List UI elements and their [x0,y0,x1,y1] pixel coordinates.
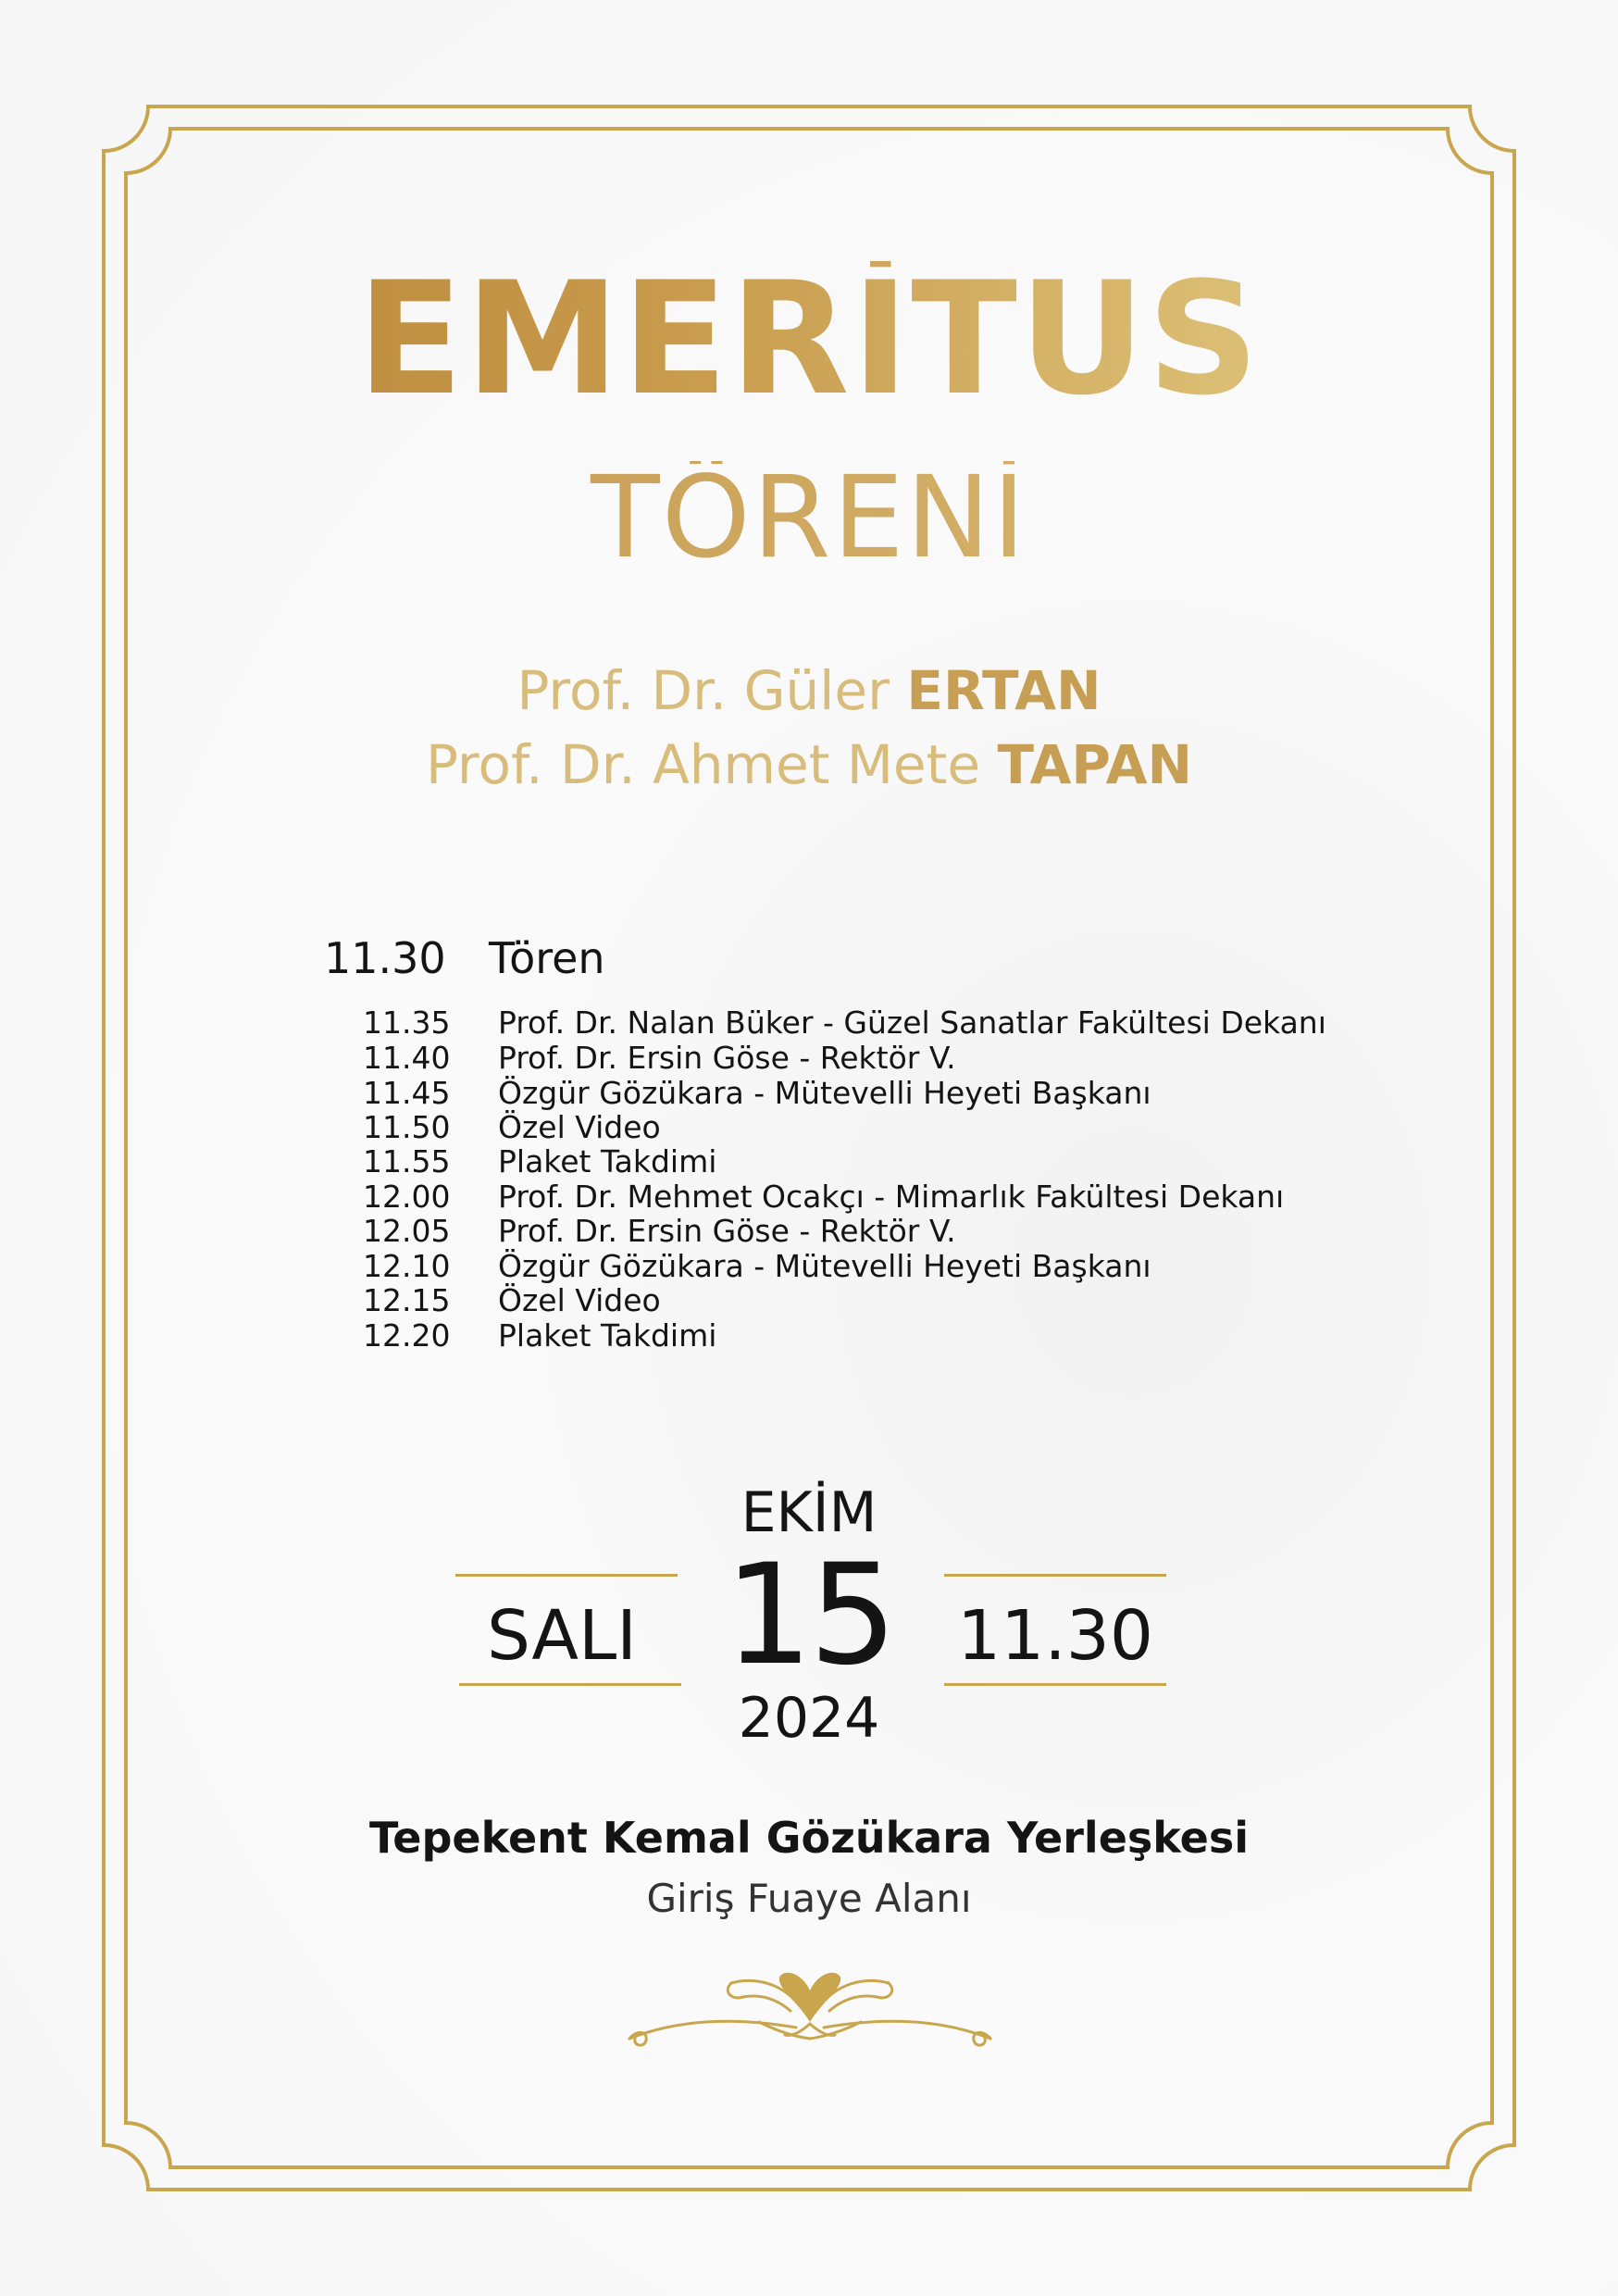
honoree-line-1 [0,659,1618,722]
program-row-text: Özel Video [498,1282,661,1318]
time-bottom-rule [944,1683,1166,1686]
program-row [0,1249,1618,1284]
honoree-2-prefix: Prof. Dr. Ahmet Mete [425,733,981,796]
program-row [0,1214,1618,1249]
program-row-time: 11.35 [363,1004,451,1041]
program-row-time: 12.00 [363,1179,451,1215]
weekday-bottom-rule [459,1683,681,1686]
program-row-time: 11.45 [363,1075,451,1111]
program-row-time: 11.50 [363,1109,451,1145]
program-row [0,1144,1618,1179]
program-main-time: 11.30 [324,933,446,983]
program-row [0,1179,1618,1215]
program-row-time: 12.15 [363,1282,451,1318]
honoree-1-surname: ERTAN [906,659,1101,722]
program-row-text: Prof. Dr. Ersin Göse - Rektör V. [498,1213,956,1249]
venue-name: Tepekent Kemal Gözükara Yerleşkesi [369,1813,1249,1863]
title-emeritus: EMERİTUS [0,261,1618,417]
honoree-1-prefix: Prof. Dr. Güler [517,659,890,722]
program-row [0,1318,1618,1354]
program-main-label: Tören [489,933,605,983]
date-year: 2024 [738,1686,880,1751]
program-row-time: 12.10 [363,1248,451,1284]
date-month: EKİM [741,1480,877,1545]
honoree-2-surname: TAPAN [997,733,1193,796]
date-weekday: SALI [486,1596,638,1676]
program-row-time: 12.05 [363,1213,451,1249]
program-row-text: Özgür Gözükara - Mütevelli Heyeti Başkanı [498,1075,1151,1111]
program-row [0,1076,1618,1111]
date-time: 11.30 [957,1596,1153,1676]
program-row [0,1283,1618,1318]
program-row [0,1005,1618,1041]
program-row [0,1110,1618,1145]
program-row-text: Prof. Dr. Nalan Büker - Güzel Sanatlar Fakültesi Dekanı [498,1004,1326,1041]
weekday-top-rule [455,1574,678,1577]
program-row-time: 11.55 [363,1143,451,1179]
program-row-time: 11.40 [363,1040,451,1076]
program-row-text: Prof. Dr. Ersin Göse - Rektör V. [498,1040,956,1076]
program-row-time: 12.20 [363,1317,451,1354]
program-row [0,1041,1618,1076]
program-row-text: Plaket Takdimi [498,1317,717,1354]
date-day: 15 [724,1535,894,1696]
venue-area: Giriş Fuaye Alanı [646,1876,972,1921]
program-row-text: Özel Video [498,1109,661,1145]
honoree-line-2 [0,733,1618,796]
time-top-rule [944,1574,1166,1577]
program-row-text: Plaket Takdimi [498,1143,717,1179]
program-row-text: Özgür Gözükara - Mütevelli Heyeti Başkanı [498,1248,1151,1284]
program-row-text: Prof. Dr. Mehmet Ocakçı - Mimarlık Fakültesi Dekanı [498,1179,1285,1215]
gold-flourish-ornament-icon [620,1963,1000,2065]
title-toreni: TÖRENİ [0,461,1618,574]
